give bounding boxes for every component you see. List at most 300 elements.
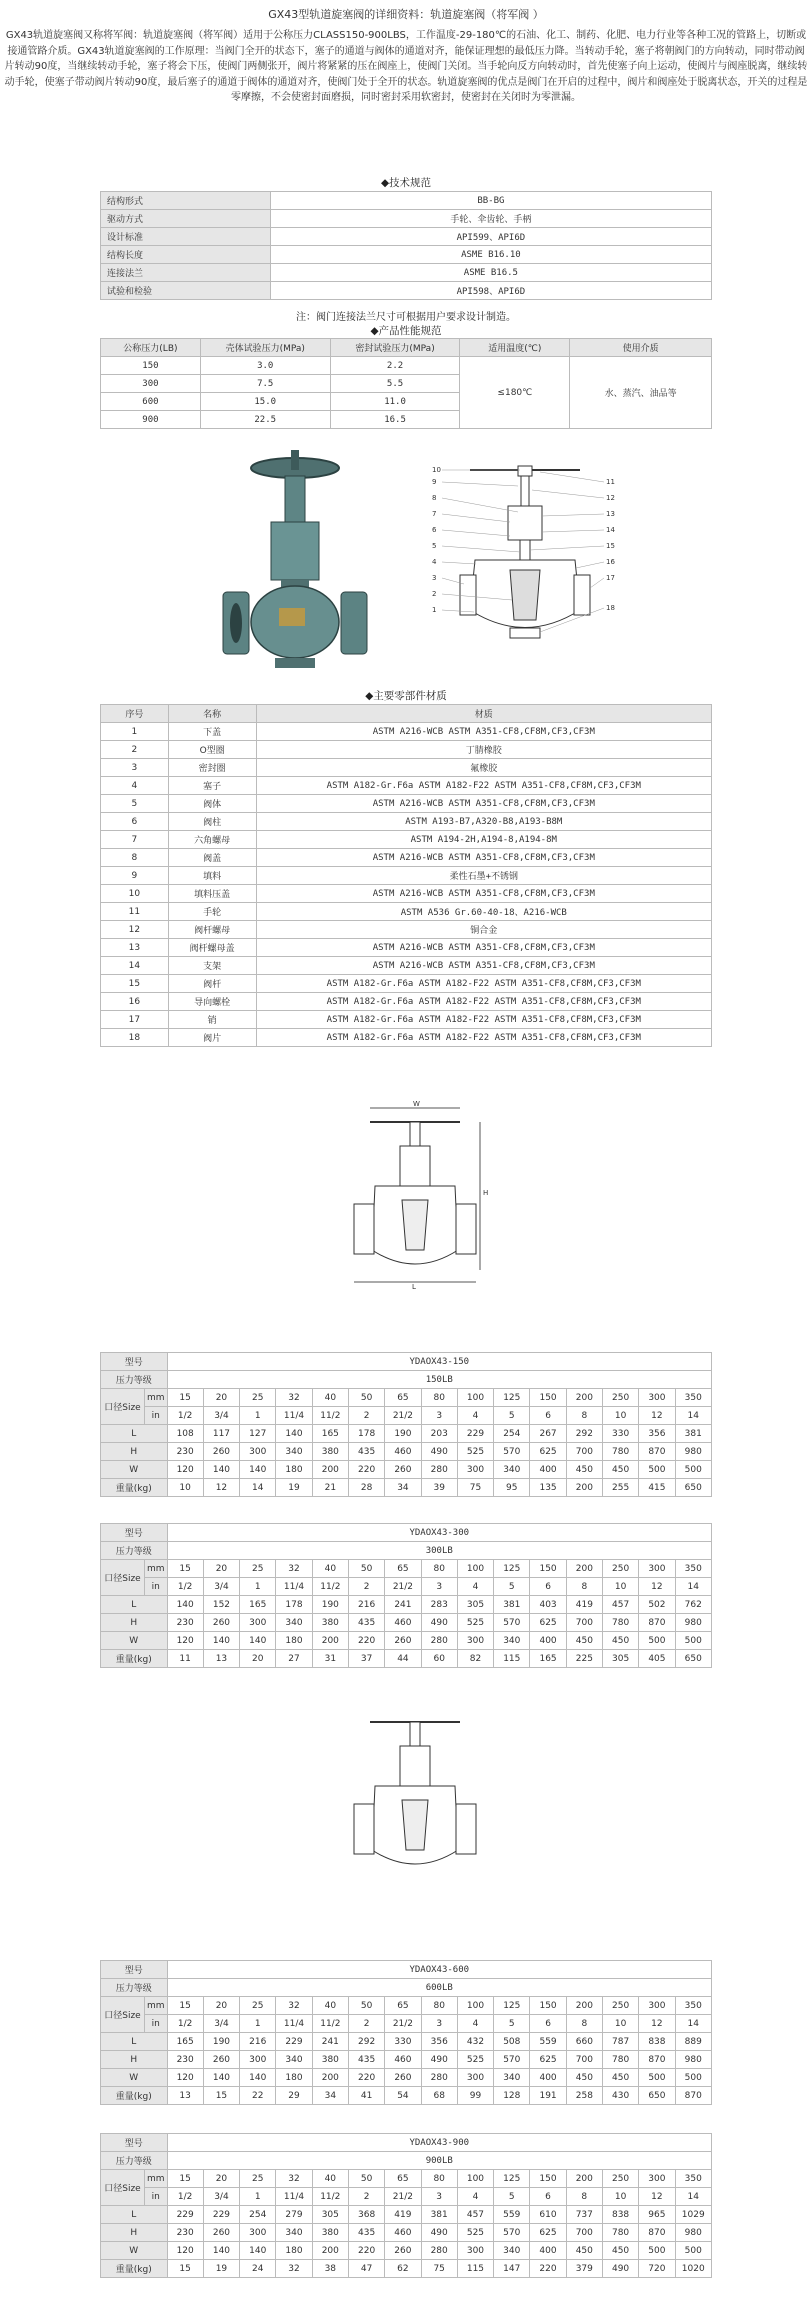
dim-cell: 150	[530, 2170, 566, 2188]
diagram-label: 1	[432, 606, 437, 614]
dim-cell: 241	[312, 2033, 348, 2051]
dim-cell: 368	[348, 2206, 384, 2224]
materials-index: 18	[101, 1029, 169, 1047]
dim-cell: 460	[385, 2051, 421, 2069]
dim-size-label: 口径Size	[101, 1389, 145, 1425]
valve-photo	[215, 440, 375, 680]
dim-model: YDAOX43-150	[167, 1353, 711, 1371]
dim-cell: 500	[639, 2069, 675, 2087]
perf-temp: ≤180℃	[460, 357, 570, 429]
dim-cell: 625	[530, 1614, 566, 1632]
dim-cell: 50	[348, 1389, 384, 1407]
materials-row	[101, 795, 712, 813]
dim-cell: 300	[240, 2224, 276, 2242]
dim-cell: 15	[167, 2260, 203, 2278]
dim-cell: 14	[675, 2015, 711, 2033]
dim-cell: 29	[276, 2087, 312, 2105]
dim-cell: 430	[602, 2087, 638, 2105]
dim-cell: 10	[602, 2188, 638, 2206]
dim-cell: 400	[530, 1461, 566, 1479]
tech-key: 驱动方式	[101, 210, 271, 228]
dim-cell: 525	[457, 1443, 493, 1461]
materials-part: 阀盖	[168, 849, 256, 867]
dim-cell: 229	[203, 2206, 239, 2224]
materials-row	[101, 957, 712, 975]
dim-row-label: L	[101, 1425, 168, 1443]
dim-row-label: L	[101, 2033, 168, 2051]
dim-cell: 500	[675, 1461, 711, 1479]
tech-row	[101, 246, 712, 264]
dim-cell: 300	[639, 1389, 675, 1407]
dim-cell: 11/4	[276, 1407, 312, 1425]
dim-cell: 27	[276, 1650, 312, 1668]
dim-unit-mm: mm	[144, 1560, 167, 1578]
dim-cell: 340	[494, 2069, 530, 2087]
dim-cell: 80	[421, 1389, 457, 1407]
materials-index: 11	[101, 903, 169, 921]
dim-cell: 200	[566, 1560, 602, 1578]
dim-cell: 115	[494, 1650, 530, 1668]
dim-cell: 450	[566, 1632, 602, 1650]
tech-value: ASME B16.5	[270, 264, 711, 282]
dim-cell: 350	[675, 2170, 712, 2188]
dim-cell: 6	[530, 2015, 566, 2033]
dim-row-label: W	[101, 1632, 168, 1650]
dim-cell: 190	[385, 1425, 421, 1443]
tech-row	[101, 210, 712, 228]
dim-cell: 2	[348, 1578, 384, 1596]
materials-row	[101, 813, 712, 831]
dim-cell: 720	[639, 2260, 675, 2278]
dim-cell: 125	[494, 1997, 530, 2015]
dim-cell: 650	[675, 1479, 711, 1497]
dim-cell: 216	[240, 2033, 276, 2051]
dim-cell: 570	[494, 1443, 530, 1461]
materials-part: 下盖	[168, 723, 256, 741]
dim-cell: 21/2	[385, 1578, 421, 1596]
dim-cell: 127	[240, 1425, 276, 1443]
dim-cell: 300	[240, 1614, 276, 1632]
dim-cell: 40	[312, 1560, 348, 1578]
dim-cell: 12	[203, 1479, 239, 1497]
dim-cell: 450	[566, 2069, 602, 2087]
perf-header: 公称压力(LB)	[101, 339, 201, 357]
tech-note: 注：阀门连接法兰尺寸可根据用户要求设计制造。	[296, 312, 516, 323]
dim-cell: 140	[276, 1425, 312, 1443]
dim-cell: 200	[312, 1461, 348, 1479]
dim-cell: 737	[566, 2206, 602, 2224]
perf-cell: 150	[101, 357, 201, 375]
dim-cell: 4	[457, 2188, 493, 2206]
dim-cell: 140	[240, 1461, 276, 1479]
dim-cell: 8	[566, 2188, 602, 2206]
dim-unit-mm: mm	[144, 1389, 167, 1407]
dim-cell: 870	[639, 2224, 675, 2242]
materials-row	[101, 921, 712, 939]
diagram-label: 3	[432, 574, 437, 582]
perf-heading: ◆产品性能规范	[370, 325, 442, 337]
dim-cell: 44	[385, 1650, 421, 1668]
tech-key: 结构长度	[101, 246, 271, 264]
dim-cell: 34	[312, 2087, 348, 2105]
dim-cell: 500	[639, 1632, 675, 1650]
dim-cell: 258	[566, 2087, 602, 2105]
materials-row	[101, 741, 712, 759]
dim-cell: 1029	[675, 2206, 712, 2224]
dim-cell: 3	[421, 1578, 457, 1596]
dim-cell: 128	[494, 2087, 530, 2105]
dim-unit-in: in	[144, 1407, 167, 1425]
dim-cell: 650	[639, 2087, 675, 2105]
dim-cell: 300	[457, 1461, 493, 1479]
dim-row-label: W	[101, 2242, 168, 2260]
dim-cell: 300	[240, 1443, 276, 1461]
dim-cell: 15	[167, 1560, 203, 1578]
dim-cell: 25	[240, 2170, 276, 2188]
dim-cell: 450	[602, 1461, 638, 1479]
dim-cell: 4	[457, 1407, 493, 1425]
dim-cell: 450	[602, 2242, 638, 2260]
materials-part: 支架	[168, 957, 256, 975]
materials-part: 阀杆螺母盖	[168, 939, 256, 957]
dim-cell: 870	[639, 2051, 675, 2069]
dim-cell: 190	[203, 2033, 239, 2051]
diagram-label: 16	[606, 558, 615, 566]
dim-cell: 300	[639, 1560, 675, 1578]
dim-cell: 54	[385, 2087, 421, 2105]
dim-cell: 11/2	[312, 2188, 348, 2206]
dim-cell: 12	[639, 2015, 675, 2033]
dim-cell: 10	[602, 1578, 638, 1596]
dim-cell: 1/2	[167, 1578, 203, 1596]
dim-cell: 31	[312, 1650, 348, 1668]
dim-cell: 108	[167, 1425, 203, 1443]
dim-cell: 260	[385, 2069, 421, 2087]
perf-header: 使用介质	[570, 339, 712, 357]
dim-cell: 4	[457, 2015, 493, 2033]
dim-cell: 610	[530, 2206, 566, 2224]
dim-cell: 21/2	[385, 2015, 421, 2033]
perf-cell: 7.5	[200, 375, 330, 393]
dim-cell: 229	[457, 1425, 493, 1443]
dim-model: YDAOX43-900	[167, 2134, 711, 2152]
dim-cell: 305	[457, 1596, 493, 1614]
dim-cell: 191	[530, 2087, 566, 2105]
dim-cell: 254	[494, 1425, 530, 1443]
materials-index: 2	[101, 741, 169, 759]
dim-model-label: 型号	[101, 2134, 168, 2152]
dim-cell: 435	[348, 2051, 384, 2069]
dim-cell: 980	[675, 2051, 711, 2069]
materials-spec: 柔性石墨+不锈钢	[256, 867, 711, 885]
dim-weight-row	[101, 1479, 712, 1497]
dim-cell: 50	[348, 1560, 384, 1578]
materials-spec: ASTM A216-WCB ASTM A351-CF8,CF8M,CF3,CF3M	[256, 849, 711, 867]
dim-cell: 450	[602, 1632, 638, 1650]
perf-cell: 900	[101, 411, 201, 429]
dimension-drawing	[340, 1700, 490, 1890]
materials-index: 13	[101, 939, 169, 957]
materials-index: 3	[101, 759, 169, 777]
materials-row	[101, 939, 712, 957]
perf-cell: 2.2	[330, 357, 460, 375]
dim-cell: 65	[385, 2170, 421, 2188]
dim-cell: 700	[566, 2224, 602, 2242]
dim-cell: 490	[421, 1614, 457, 1632]
materials-spec: ASTM A193-B7,A320-B8,A193-B8M	[256, 813, 711, 831]
dim-cell: 220	[530, 2260, 566, 2278]
dim-cell: 200	[566, 1997, 602, 2015]
materials-part: 填料	[168, 867, 256, 885]
dim-cell: 117	[203, 1425, 239, 1443]
dim-row-label: H	[101, 1614, 168, 1632]
dim-cell: 508	[494, 2033, 530, 2051]
materials-spec: 丁腈橡胶	[256, 741, 711, 759]
dim-unit-mm: mm	[144, 2170, 167, 2188]
dim-cell: 14	[675, 1578, 711, 1596]
dim-cell: 150	[530, 1389, 566, 1407]
dim-cell: 305	[602, 1650, 638, 1668]
perf-header: 密封试验压力(MPa)	[330, 339, 460, 357]
dim-l-row	[101, 1425, 712, 1443]
materials-row	[101, 849, 712, 867]
dim-cell: 19	[203, 2260, 239, 2278]
dim-model-label: 型号	[101, 1353, 168, 1371]
dim-cell: 13	[203, 1650, 239, 1668]
materials-row	[101, 867, 712, 885]
materials-part: 塞子	[168, 777, 256, 795]
tech-key: 连接法兰	[101, 264, 271, 282]
dim-cell: 1	[240, 2188, 276, 2206]
dim-cell: 14	[675, 2188, 712, 2206]
dim-cell: 37	[348, 1650, 384, 1668]
dim-pressure-row	[101, 1979, 712, 1997]
dim-weight-row	[101, 2087, 712, 2105]
materials-spec: ASTM A216-WCB ASTM A351-CF8,CF8M,CF3,CF3M	[256, 939, 711, 957]
materials-part: 阀杆螺母	[168, 921, 256, 939]
diagram-label: 2	[432, 590, 437, 598]
dim-cell: 120	[167, 1632, 203, 1650]
dim-cell: 140	[203, 2069, 239, 2087]
dim-size-label: 口径Size	[101, 1997, 145, 2033]
dim-cell: 75	[457, 1479, 493, 1497]
dim-cell: 200	[566, 2170, 602, 2188]
materials-header: 名称	[168, 705, 256, 723]
dim-cell: 260	[203, 2051, 239, 2069]
perf-table	[100, 338, 712, 429]
dim-cell: 229	[167, 2206, 203, 2224]
dim-cell: 350	[675, 1389, 711, 1407]
materials-row	[101, 975, 712, 993]
dim-cell: 100	[457, 1997, 493, 2015]
perf-header: 壳体试验压力(MPa)	[200, 339, 330, 357]
tech-row	[101, 192, 712, 210]
dim-cell: 279	[276, 2206, 312, 2224]
dim-cell: 3/4	[203, 1578, 239, 1596]
dim-cell: 80	[421, 2170, 457, 2188]
dim-pressure: 300LB	[167, 1542, 711, 1560]
dim-mm-row	[101, 2170, 712, 2188]
materials-index: 6	[101, 813, 169, 831]
dim-cell: 65	[385, 1389, 421, 1407]
materials-index: 10	[101, 885, 169, 903]
dim-pressure: 600LB	[167, 1979, 711, 1997]
dim-cell: 490	[602, 2260, 638, 2278]
dim-cell: 250	[602, 1997, 638, 2015]
dim-cell: 280	[421, 2069, 457, 2087]
dim-w-row	[101, 2242, 712, 2260]
tech-row	[101, 264, 712, 282]
materials-row	[101, 993, 712, 1011]
dim-cell: 980	[675, 1614, 711, 1632]
tech-key: 试验和检验	[101, 282, 271, 300]
dim-cell: 140	[167, 1596, 203, 1614]
dim-cell: 525	[457, 2224, 493, 2242]
dim-cell: 40	[312, 2170, 348, 2188]
dim-cell: 1	[240, 1578, 276, 1596]
dim-cell: 180	[276, 2242, 312, 2260]
dim-cell: 379	[566, 2260, 602, 2278]
materials-row	[101, 777, 712, 795]
materials-row	[101, 759, 712, 777]
dim-l-row	[101, 1596, 712, 1614]
dim-table-300	[100, 1523, 712, 1668]
dim-cell: 260	[203, 1443, 239, 1461]
materials-spec: ASTM A536 Gr.60-40-18、A216-WCB	[256, 903, 711, 921]
materials-spec: ASTM A216-WCB ASTM A351-CF8,CF8M,CF3,CF3M	[256, 795, 711, 813]
tech-value: API599、API6D	[270, 228, 711, 246]
dim-label-l: L	[412, 1283, 416, 1290]
diagram-label: 9	[432, 478, 437, 486]
materials-spec: ASTM A216-WCB ASTM A351-CF8,CF8M,CF3,CF3M	[256, 957, 711, 975]
tech-value: 手轮、伞齿轮、手柄	[270, 210, 711, 228]
dim-cell: 150	[530, 1560, 566, 1578]
diagram-label: 5	[432, 542, 437, 550]
materials-index: 8	[101, 849, 169, 867]
dim-cell: 100	[457, 1389, 493, 1407]
exploded-diagram	[430, 460, 620, 660]
dim-cell: 60	[421, 1650, 457, 1668]
dim-cell: 200	[566, 1389, 602, 1407]
diagram-label: 4	[432, 558, 437, 566]
dim-cell: 39	[421, 1479, 457, 1497]
dim-cell: 780	[602, 2051, 638, 2069]
dim-cell: 8	[566, 2015, 602, 2033]
dim-table-150	[100, 1352, 712, 1497]
dim-cell: 457	[457, 2206, 493, 2224]
dim-model: YDAOX43-600	[167, 1961, 711, 1979]
dim-cell: 283	[421, 1596, 457, 1614]
dim-pressure-label: 压力等级	[101, 1371, 168, 1389]
dim-cell: 381	[494, 1596, 530, 1614]
dim-cell: 650	[675, 1650, 711, 1668]
dim-cell: 300	[639, 1997, 675, 2015]
dim-cell: 180	[276, 1461, 312, 1479]
dim-cell: 965	[639, 2206, 675, 2224]
dim-cell: 300	[457, 1632, 493, 1650]
dim-cell: 13	[167, 2087, 203, 2105]
dim-cell: 120	[167, 2069, 203, 2087]
dim-cell: 870	[639, 1614, 675, 1632]
dim-cell: 65	[385, 1560, 421, 1578]
dim-cell: 300	[457, 2242, 493, 2260]
dim-cell: 267	[530, 1425, 566, 1443]
tech-value: BB-BG	[270, 192, 711, 210]
dim-cell: 10	[167, 1479, 203, 1497]
dim-cell: 570	[494, 2051, 530, 2069]
dim-w-row	[101, 1461, 712, 1479]
dim-cell: 140	[240, 2242, 276, 2260]
dim-weight-row	[101, 1650, 712, 1668]
dim-cell: 15	[167, 2170, 203, 2188]
dim-cell: 350	[675, 1560, 711, 1578]
dim-cell: 11	[167, 1650, 203, 1668]
dim-cell: 787	[602, 2033, 638, 2051]
materials-part: 六角螺母	[168, 831, 256, 849]
materials-spec: ASTM A182-Gr.F6a ASTM A182-F22 ASTM A351-CF8,CF8M,CF3,CF3M	[256, 777, 711, 795]
dim-pressure-row	[101, 1371, 712, 1389]
dim-cell: 490	[421, 2051, 457, 2069]
diagram-label: 15	[606, 542, 615, 550]
diagram-label: 8	[432, 494, 437, 502]
dim-unit-mm: mm	[144, 1997, 167, 2015]
dim-cell: 625	[530, 2051, 566, 2069]
dim-cell: 280	[421, 2242, 457, 2260]
dim-cell: 254	[240, 2206, 276, 2224]
dim-label-h: H	[483, 1189, 489, 1197]
materials-index: 9	[101, 867, 169, 885]
dim-cell: 340	[276, 1443, 312, 1461]
dim-cell: 225	[566, 1650, 602, 1668]
dim-cell: 380	[312, 2051, 348, 2069]
dim-cell: 292	[566, 1425, 602, 1443]
dim-cell: 260	[203, 2224, 239, 2242]
dim-cell: 300	[457, 2069, 493, 2087]
dim-cell: 14	[240, 1479, 276, 1497]
dim-cell: 10	[602, 2015, 638, 2033]
dim-model: YDAOX43-300	[167, 1524, 711, 1542]
perf-cell: 3.0	[200, 357, 330, 375]
dim-cell: 2	[348, 2015, 384, 2033]
perf-cell: 300	[101, 375, 201, 393]
dim-cell: 230	[167, 1614, 203, 1632]
dim-cell: 3	[421, 2015, 457, 2033]
dim-pressure-label: 压力等级	[101, 1979, 168, 1997]
dim-cell: 180	[276, 2069, 312, 2087]
dim-cell: 330	[602, 1425, 638, 1443]
dim-cell: 305	[312, 2206, 348, 2224]
diagram-label: 6	[432, 526, 437, 534]
dim-w-row	[101, 2069, 712, 2087]
dim-cell: 178	[276, 1596, 312, 1614]
dim-model-row	[101, 1353, 712, 1371]
dim-cell: 2	[348, 2188, 384, 2206]
dim-cell: 62	[385, 2260, 421, 2278]
dim-cell: 350	[675, 1997, 711, 2015]
diagram-label: 14	[606, 526, 615, 534]
dim-cell: 780	[602, 2224, 638, 2242]
dim-mm-row	[101, 1560, 712, 1578]
diagram-label: 11	[606, 478, 615, 486]
diagram-label: 10	[432, 466, 441, 474]
dim-cell: 20	[203, 1389, 239, 1407]
dim-cell: 40	[312, 1997, 348, 2015]
dim-cell: 220	[348, 1461, 384, 1479]
dim-row-label: W	[101, 2069, 168, 2087]
dim-cell: 330	[385, 2033, 421, 2051]
dim-cell: 115	[457, 2260, 493, 2278]
dim-cell: 165	[312, 1425, 348, 1443]
